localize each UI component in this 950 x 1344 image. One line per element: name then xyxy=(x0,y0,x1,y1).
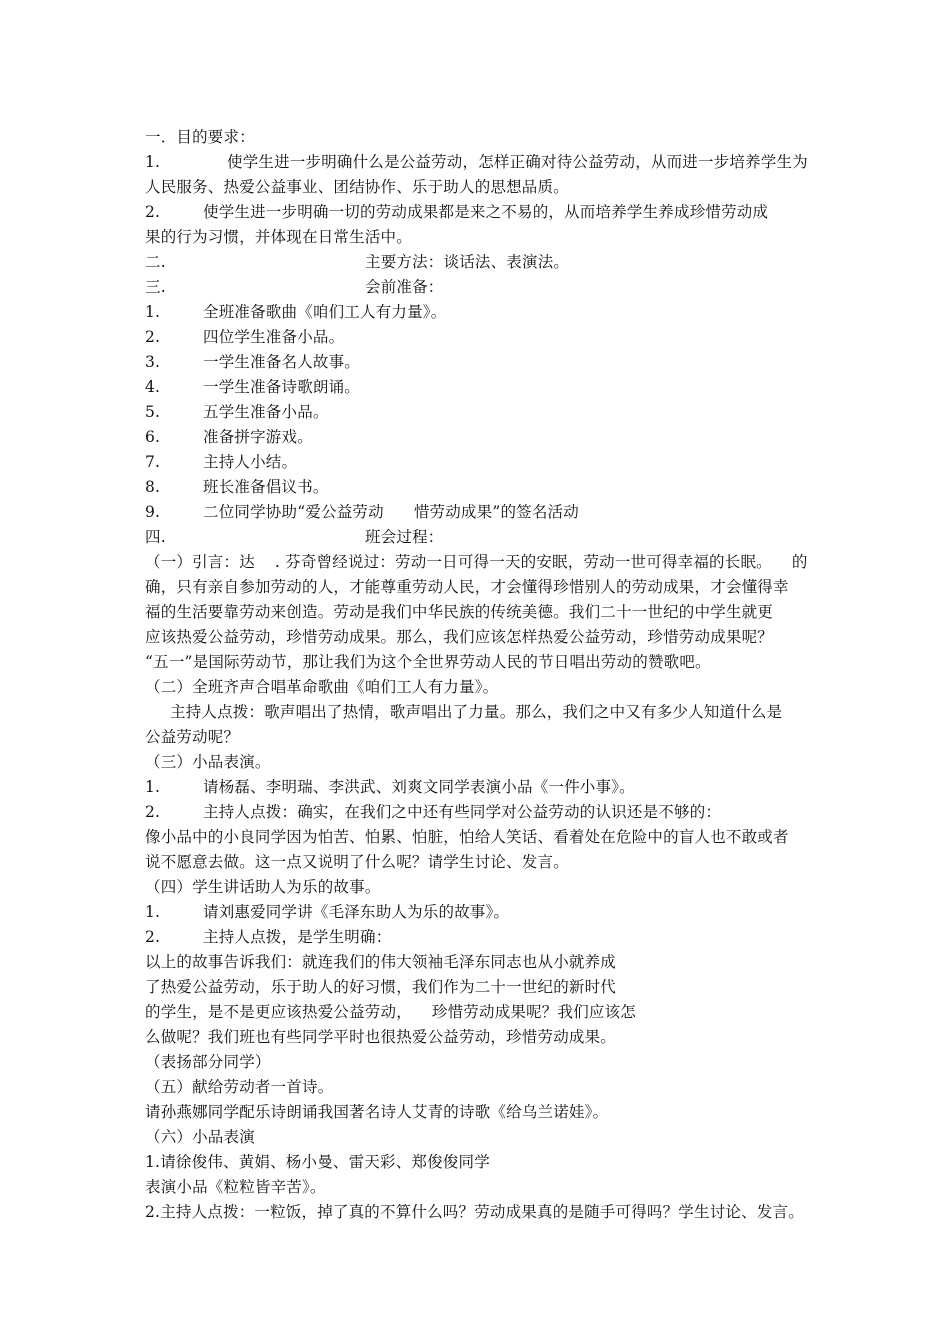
prep-item: 6. 准备拼字游戏。 xyxy=(145,428,313,446)
part3-line: 2. 主持人点拨：确实，在我们之中还有些同学对公益劳动的认识还是不够的： xyxy=(145,803,722,821)
prep-item: 2. 四位学生准备小品。 xyxy=(145,328,345,346)
prep-item: 4. 一学生准备诗歌朗诵。 xyxy=(145,378,361,396)
prep-item: 5. 五学生准备小品。 xyxy=(145,403,329,421)
prep-item: 9. 二位同学协助“爱公益劳动 惜劳动成果”的签名活动 xyxy=(145,503,579,521)
section2-heading: 二. 主要方法：谈话法、表演法。 xyxy=(145,253,570,271)
part4-line: （表扬部分同学） xyxy=(145,1053,271,1071)
part3-line: 说不愿意去做。这一点又说明了什么呢？请学生讨论、发言。 xyxy=(145,853,569,871)
part6-title: （六）小品表演 xyxy=(145,1128,255,1146)
prep-item: 7. 主持人小结。 xyxy=(145,453,298,471)
intro-paragraph-line: 确，只有亲自参加劳动的人，才能尊重劳动人民，才会懂得珍惜别人的劳动成果，才会懂得幸 xyxy=(145,578,789,596)
part3-line: 1. 请杨磊、李明瑞、李洪武、刘爽文同学表演小品《一件小事》。 xyxy=(145,778,635,796)
part2-title: （二）全班齐声合唱革命歌曲《咱们工人有力量》。 xyxy=(145,678,499,696)
section4-heading: 四. 班会过程： xyxy=(145,528,444,546)
prep-item: 8. 班长准备倡议书。 xyxy=(145,478,329,496)
section1-item2-line2: 果的行为习惯，并体现在日常生活中。 xyxy=(145,228,412,246)
section1-item1-line2: 人民服务、热爱公益事业、团结协作、乐于助人的思想品质。 xyxy=(145,178,569,196)
part4-line: 了热爱公益劳动，乐于助人的好习惯，我们作为二十一世纪的新时代 xyxy=(145,978,617,996)
part5-title: （五）献给劳动者一首诗。 xyxy=(145,1078,334,1096)
part4-line: 2. 主持人点拨，是学生明确： xyxy=(145,928,392,946)
part2-line: 主持人点拨：歌声唱出了热情，歌声唱出了力量。那么，我们之中又有多少人知道什么是 xyxy=(170,703,783,721)
part2-line: 公益劳动呢？ xyxy=(145,728,240,746)
part6-line: 1.请徐俊伟、黄娟、杨小曼、雷天彩、郑俊俊同学 xyxy=(145,1153,490,1171)
section1-item2-line1: 2. 使学生进一步明确一切的劳动成果都是来之不易的，从而培养学生养成珍惜劳动成 xyxy=(145,203,769,221)
part4-line: 1. 请刘惠爱同学讲《毛泽东助人为乐的故事》。 xyxy=(145,903,510,921)
section1-heading: 一．目的要求： xyxy=(145,128,255,146)
part4-line: 么做呢？我们班也有些同学平时也很热爱公益劳动，珍惜劳动成果。 xyxy=(145,1028,617,1046)
intro-paragraph-line: （一）引言：达 . 芬奇曾经说过：劳动一日可得一天的安眠，劳动一世可得幸福的长眠。 的 xyxy=(145,553,808,571)
part5-line: 请孙燕娜同学配乐诗朗诵我国著名诗人艾青的诗歌《给乌兰诺娃》。 xyxy=(145,1103,609,1121)
prep-item: 1. 全班准备歌曲《咱们工人有力量》。 xyxy=(145,303,447,321)
part6-line: 表演小品《粒粒皆辛苦》。 xyxy=(145,1178,326,1196)
intro-paragraph-line: “五一”是国际劳动节，那让我们为这个全世界劳动人民的节日唱出劳动的赞歌吧。 xyxy=(145,653,711,671)
part3-title: （三）小品表演。 xyxy=(145,753,271,771)
part4-line: 以上的故事告诉我们：就连我们的伟大领袖毛泽东同志也从小就养成 xyxy=(145,953,617,971)
prep-item: 3. 一学生准备名人故事。 xyxy=(145,353,361,371)
part3-line: 像小品中的小良同学因为怕苦、怕累、怕脏，怕给人笑话、看着处在危险中的盲人也不敢或者 xyxy=(145,828,789,846)
section3-heading: 三. 会前准备： xyxy=(145,278,444,296)
part4-title: （四）学生讲话助人为乐的故事。 xyxy=(145,878,381,896)
part4-line: 的学生，是不是更应该热爱公益劳动， 珍惜劳动成果呢？我们应该怎 xyxy=(145,1003,637,1021)
intro-paragraph-line: 福的生活要靠劳动来创造。劳动是我们中华民族的传统美德。我们二十一世纪的中学生就更 xyxy=(145,603,774,621)
intro-paragraph-line: 应该热爱公益劳动，珍惜劳动成果。那么，我们应该怎样热爱公益劳动，珍惜劳动成果呢？ xyxy=(145,628,774,646)
part6-line: 2.主持人点拨：一粒饭，掉了真的不算什么吗？劳动成果真的是随手可得吗？学生讨论、发言。 xyxy=(145,1203,804,1221)
section1-item1-line1: 1. 使学生进一步明确什么是公益劳动，怎样正确对待公益劳动，从而进一步培养学生为 xyxy=(145,153,808,171)
